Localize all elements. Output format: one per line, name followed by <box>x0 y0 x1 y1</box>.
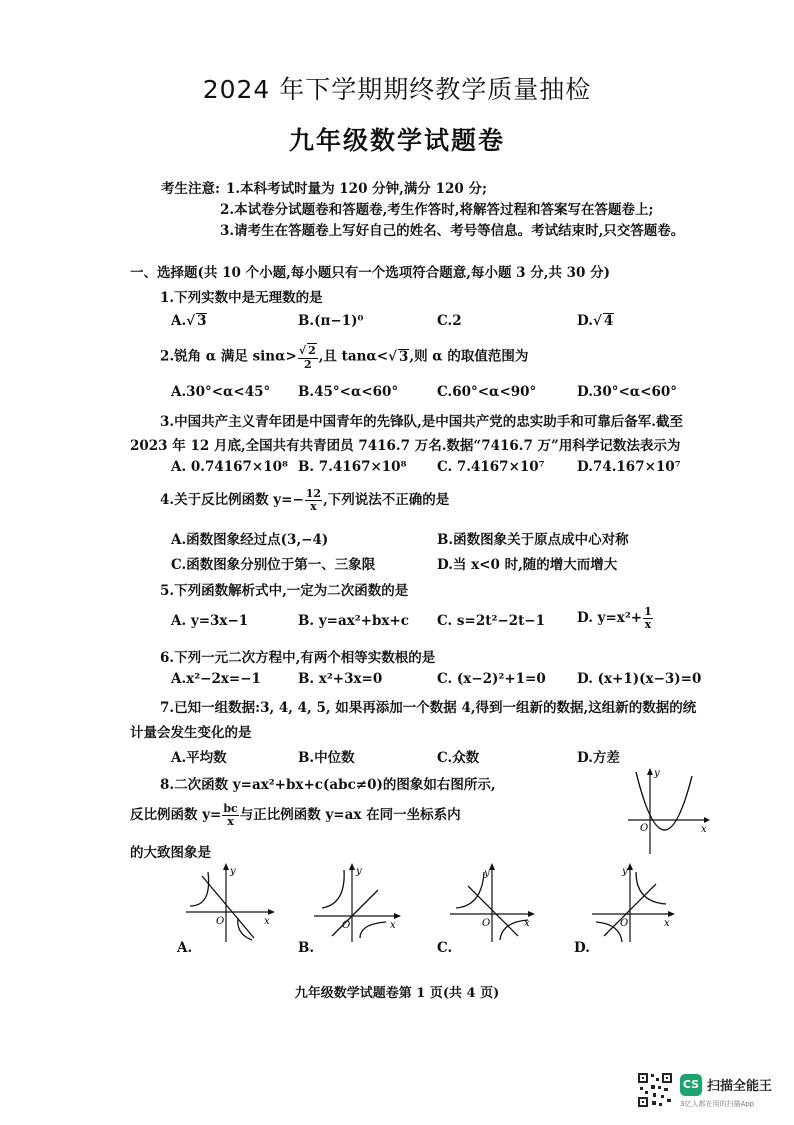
q8-c-y-label: y <box>484 868 490 879</box>
notice-item-2: 2.本试卷分试题卷和答题卷,考生作答时,将解答过程和答案写在答题卷上; <box>220 202 654 218</box>
q2-option-c: C.60°<α<90° <box>437 384 537 400</box>
q8-parabola-origin-label: O <box>640 823 649 834</box>
q3-option-b: B. 7.4167×10⁸ <box>298 459 407 475</box>
q7-option-b: B.中位数 <box>298 750 355 766</box>
q7-option-d: D.方差 <box>577 750 620 766</box>
q4-option-a: A.函数图象经过点(3,−4) <box>171 532 329 548</box>
q8-c-x-label: x <box>524 918 530 929</box>
q8-option-a: A. <box>177 940 193 956</box>
q5-option-b: B. y=ax²+bx+c <box>298 613 410 629</box>
page-footer: 九年级数学试题卷第 1 页(共 4 页) <box>294 986 500 1001</box>
section-heading: 一、选择题(共 10 个小题,每小题只有一个选项符合题意,每小题 3 分,共 30 分) <box>130 265 611 281</box>
q2-stem: 2.锐角 α 满足 sinα> $\frac{√ 2}{2}$ ,且 tanα<√ 3,则 α 的取值范围为 <box>160 344 529 371</box>
q8-line2: 反比例函数 y= $\frac{bc}{x}$ 与正比例函数 y=ax 在同一坐标系内 <box>130 802 461 828</box>
q8-a-origin-label: O <box>216 916 225 927</box>
camscanner-name: 扫描全能王 <box>707 1079 773 1094</box>
q1-option-a: A.√ 3 <box>171 313 207 329</box>
q5-option-c: C. s=2t²−2t−1 <box>437 613 546 629</box>
q1-option-d: D.√ 4 <box>577 313 614 329</box>
exam-title: 2024 年下学期期终教学质量抽检 <box>202 75 592 104</box>
q1-option-b: B.(π−1)⁰ <box>298 313 364 329</box>
q8-parabola-x-label: x <box>701 824 707 835</box>
q5-stem: 5.下列函数解析式中,一定为二次函数的是 <box>160 583 409 599</box>
q6-option-a: A.x²−2x=−1 <box>171 671 261 687</box>
q6-option-d: D. (x+1)(x−3)=0 <box>577 671 702 687</box>
q8-option-a-graph <box>186 862 276 944</box>
exam-subtitle: 九年级数学试题卷 <box>288 126 505 155</box>
q7-line2: 计量会发生变化的是 <box>130 725 252 741</box>
q5-option-a: A. y=3x−1 <box>171 613 249 629</box>
q8-b-y-label: y <box>356 866 362 877</box>
q4-option-d: D.当 x<0 时,随的增大而增大 <box>437 557 618 573</box>
q8-option-b-graph <box>314 862 404 944</box>
q6-option-c: C. (x−2)²+1=0 <box>437 671 546 687</box>
q8-a-x-label: x <box>264 916 270 927</box>
q7-line1: 7.已知一组数据:3, 4, 4, 5, 如果再添加一个数据 4,得到一组新的数据,这组新的数据的统 <box>160 700 697 716</box>
q8-option-c-graph <box>450 862 540 944</box>
qr-code-icon <box>637 1072 673 1108</box>
q1-stem: 1.下列实数中是无理数的是 <box>160 290 323 306</box>
camscanner-tagline: 3亿人都在用的扫描App <box>680 1100 755 1108</box>
q4-option-c: C.函数图象分别位于第一、三象限 <box>171 557 376 573</box>
q5-option-d: D. y=x²+ $\frac{1}{x}$ <box>577 605 652 631</box>
q7-option-c: C.众数 <box>437 750 480 766</box>
q3-line1: 3.中国共产主义青年团是中国青年的先锋队,是中国共产党的忠实助手和可靠后备军.截至 <box>160 414 683 430</box>
camscanner-logo: CS <box>680 1074 702 1096</box>
q8-option-b: B. <box>298 940 315 956</box>
q7-option-a: A.平均数 <box>171 750 227 766</box>
q8-line3: 的大致图象是 <box>130 845 211 861</box>
q6-option-b: B. x²+3x=0 <box>298 671 383 687</box>
q8-parabola-y-label: y <box>654 768 660 779</box>
notice-label: 考生注意: <box>161 181 220 197</box>
notice-item-3: 3.请考生在答题卷上写好自己的姓名、考号等信息。考试结束时,只交答题卷。 <box>220 223 685 239</box>
q8-d-x-label: x <box>664 918 670 929</box>
q4-stem: 4.关于反比例函数 y=− $\frac{12}{x}$ ,下列说法不正确的是 <box>160 487 450 513</box>
q8-d-origin-label: O <box>620 918 629 929</box>
q3-option-c: C. 7.4167×10⁷ <box>437 459 545 475</box>
q8-b-x-label: x <box>390 920 396 931</box>
notice-item-1: 1.本科考试时量为 120 分钟,满分 120 分; <box>226 181 487 197</box>
q8-a-y-label: y <box>230 866 236 877</box>
q8-c-origin-label: O <box>482 918 491 929</box>
q8-line1: 8.二次函数 y=ax²+bx+c(abc≠0)的图象如右图所示, <box>160 777 496 793</box>
q3-option-d: D.74.167×10⁷ <box>577 459 681 475</box>
q8-parabola-graph <box>628 768 710 856</box>
q4-option-b: B.函数图象关于原点成中心对称 <box>437 532 629 548</box>
q1-option-c: C.2 <box>437 313 462 329</box>
q2-option-a: A.30°<α<45° <box>171 384 271 400</box>
q3-line2: 2023 年 12 月底,全国共有共青团员 7416.7 万名.数据“7416.7 万”用科学记数法表示为 <box>130 438 681 454</box>
q3-option-a: A. 0.74167×10⁸ <box>171 459 288 475</box>
q8-option-c: C. <box>437 940 453 956</box>
q8-option-d-graph <box>592 862 682 944</box>
q6-stem: 6.下列一元二次方程中,有两个相等实数根的是 <box>160 650 436 666</box>
q8-b-origin-label: O <box>342 920 351 931</box>
q2-option-d: D.30°<α<60° <box>577 384 678 400</box>
q2-option-b: B.45°<α<60° <box>298 384 399 400</box>
q8-option-d: D. <box>574 940 590 956</box>
q8-d-y-label: y <box>622 866 628 877</box>
